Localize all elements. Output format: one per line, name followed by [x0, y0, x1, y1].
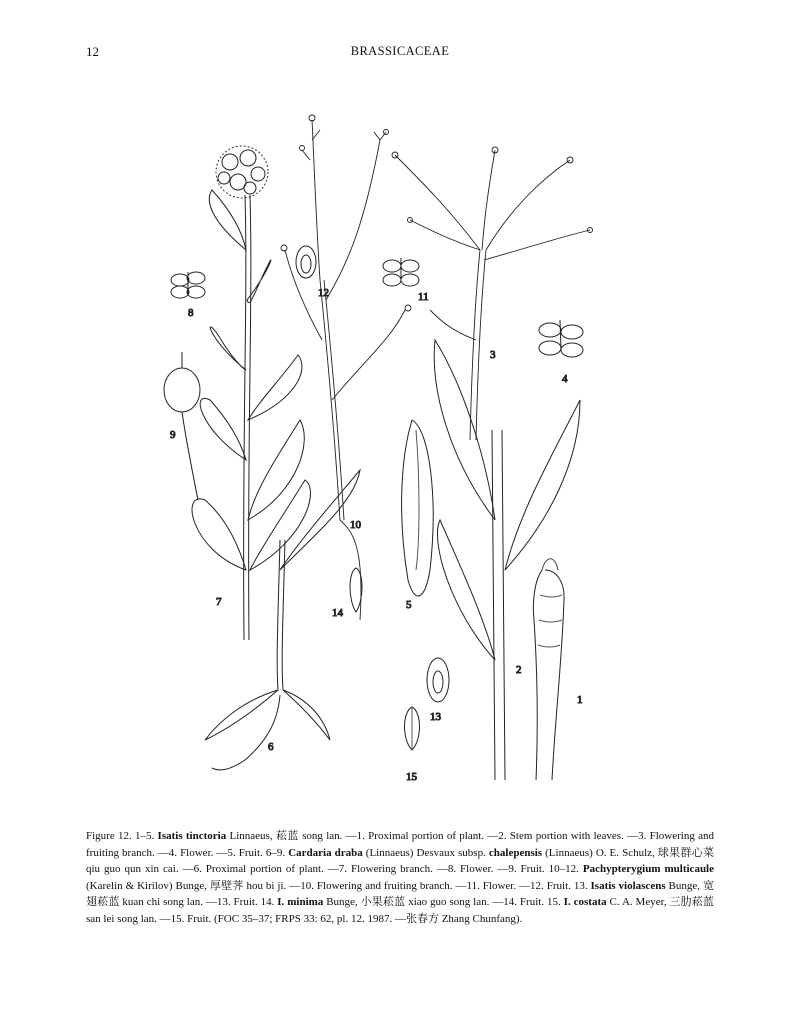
drawing-isatis-minima-fruit-14	[350, 568, 362, 612]
figure-label-6: 6	[268, 741, 274, 753]
page-number: 12	[86, 44, 99, 59]
caption-text: (Karelin & Kirilov) Bunge, 厚壁荠 hou bi ji. —10. Flowering and fruiting branch. —11. Flower. —12. Fruit. 13.	[86, 879, 591, 892]
taxon-name: I. costata	[563, 896, 607, 908]
drawing-pachypterygium-branch	[281, 115, 411, 620]
caption-text: Bunge, 小果菘蓝 xiao guo song lan. —14. Fruit. 15.	[323, 896, 564, 908]
caption-text: (Linnaeus) O. E. Schulz, 球果群心菜 qiu guo qun xin cai. —6. Proximal portion of plant. —7. Flowering branch. —8. Flower. —9. Fruit. 10–12.	[86, 846, 714, 875]
drawing-isatis-stem-leaves	[434, 340, 580, 780]
caption-text: (Linnaeus) Desvaux subsp.	[362, 846, 489, 859]
running-head: BRASSICACEAE	[350, 44, 450, 58]
figure-label-11: 11	[418, 291, 429, 303]
caption-text: C. A. Meyer, 三肋菘蓝 san lei song lan. —15. Fruit. (FOC 35–37; FRPS 33: 62, pl. 12. 1987. —张春方 Zhang Chunfang).	[86, 896, 714, 925]
figure-label-1: 1	[577, 694, 583, 706]
drawing-isatis-root	[533, 559, 564, 780]
drawing-cardaria-fruit-9	[164, 368, 200, 412]
figure-label-13: 13	[430, 711, 441, 723]
taxon-name: Cardaria draba	[288, 846, 363, 859]
figure-caption	[86, 828, 714, 927]
figure-label-15: 15	[406, 771, 417, 783]
taxon-name: chalepensis	[488, 846, 543, 859]
drawing-cardaria-flower-8	[171, 272, 205, 298]
figure-label-12: 12	[318, 287, 329, 299]
taxon-name: I. minima	[277, 896, 324, 908]
taxon-name: Isatis tinctoria	[157, 830, 227, 842]
figure-label-4: 4	[562, 373, 568, 385]
figure-label-8: 8	[188, 307, 194, 319]
figure-label-9: 9	[170, 429, 176, 441]
botanical-illustration-plate	[150, 100, 620, 800]
drawing-isatis-violascens-fruit-13	[427, 658, 449, 702]
caption-text: Linnaeus, 菘蓝 song lan. —1. Proximal portion of plant. —2. Stem portion with leaves. —3. Flowering and fruiting branch. —4. Flower. —5. Fruit. 6–9.	[86, 830, 714, 859]
figure-label-14: 14	[332, 607, 343, 619]
drawing-pachypterygium-flower-11	[383, 258, 419, 286]
caption-text: Figure 12. 1–5.	[86, 830, 158, 842]
figure-label-5: 5	[406, 599, 412, 611]
figure-label-3: 3	[490, 349, 496, 361]
taxon-name: Pachypterygium multicaule	[582, 863, 714, 875]
drawing-isatis-flower-4	[539, 320, 583, 357]
taxon-name: Isatis violascens	[590, 879, 666, 892]
figure-label-7: 7	[216, 596, 222, 608]
figure-label-2: 2	[516, 664, 522, 676]
caption-text: Bunge, 宽翅菘蓝 kuan chi song lan. —13. Fruit. 14.	[86, 879, 714, 908]
drawing-cardaria-flowering-branch	[192, 146, 310, 640]
figure-label-10: 10	[350, 519, 361, 531]
